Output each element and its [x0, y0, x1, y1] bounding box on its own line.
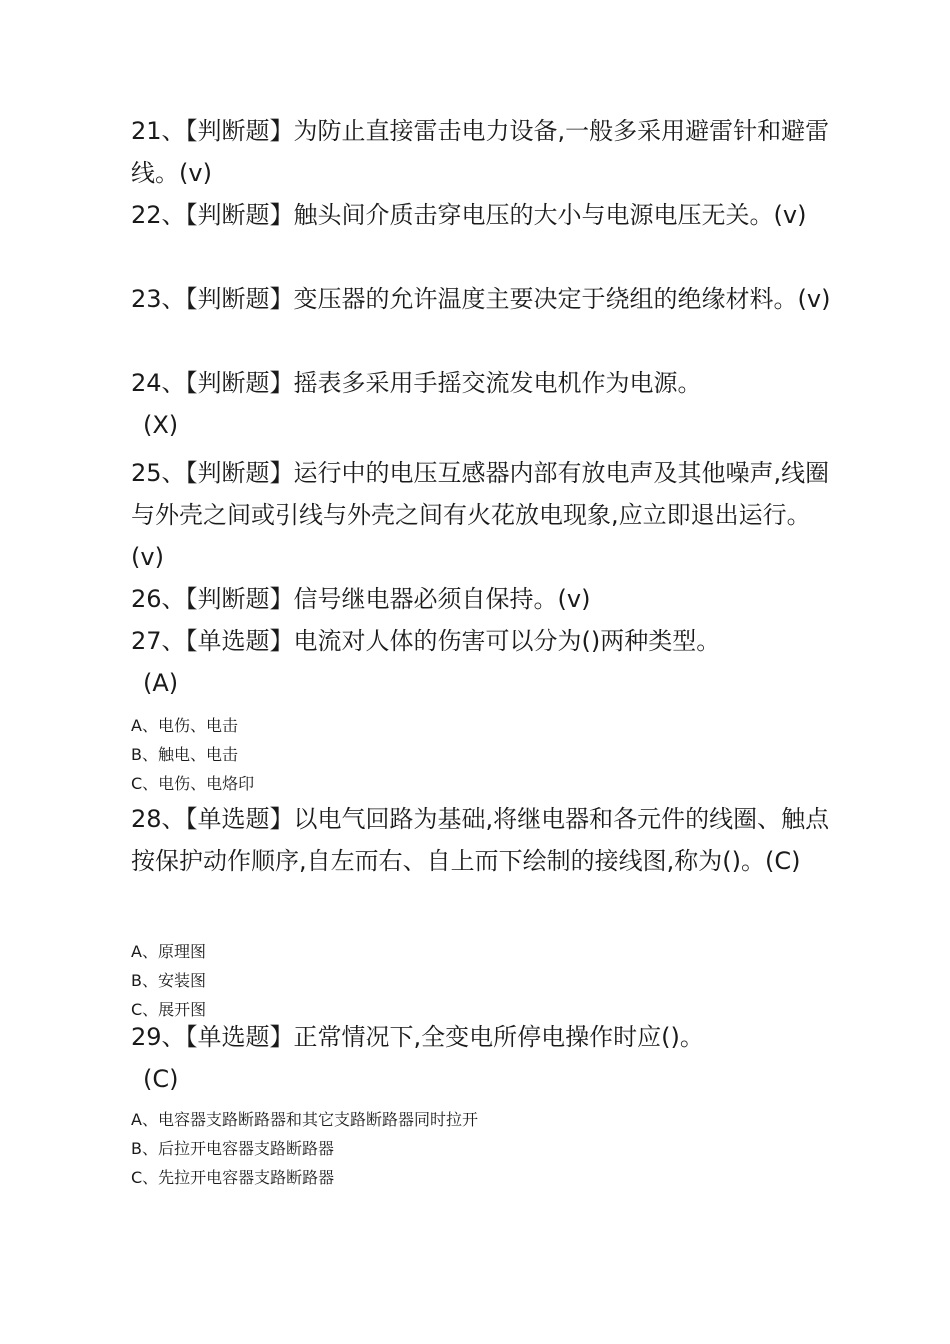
option-a: A、电容器支路断路器和其它支路断路器同时拉开: [131, 1110, 478, 1129]
question-23: [131, 278, 836, 320]
question-text: 27、【单选题】电流对人体的伤害可以分为()两种类型。: [131, 627, 721, 655]
question-24: [131, 362, 836, 446]
question-26: [131, 578, 836, 620]
question-text: 26、【判断题】信号继电器必须自保持。: [131, 585, 558, 613]
question-text: 21、【判断题】为防止直接雷击电力设备,一般多采用避雷针和避雷线。: [131, 117, 830, 187]
option-b: B、安装图: [131, 971, 206, 990]
question-answer: (A): [143, 669, 179, 697]
option-c: C、展开图: [131, 1000, 207, 1019]
question-text: 23、【判断题】变压器的允许温度主要决定于绕组的绝缘材料。: [131, 285, 798, 313]
question-29: [131, 1016, 836, 1100]
option-c: C、电伤、电烙印: [131, 774, 255, 793]
option-a: A、电伤、电击: [131, 716, 238, 735]
question-answer: (v): [773, 201, 807, 229]
question-21: [131, 110, 836, 194]
question-22: [131, 194, 836, 236]
option-a: A、原理图: [131, 942, 206, 961]
question-text: 22、【判断题】触头间介质击穿电压的大小与电源电压无关。: [131, 201, 774, 229]
question-answer: (v): [179, 159, 212, 187]
option-c: C、先拉开电容器支路断路器: [131, 1168, 335, 1187]
option-b: B、触电、电击: [131, 745, 238, 764]
question-answer: (C): [143, 1065, 179, 1093]
question-answer: (v): [797, 285, 831, 313]
question-answer: (v): [131, 543, 164, 571]
question-28: [131, 798, 836, 882]
question-text: 25、【判断题】运行中的电压互感器内部有放电声及其他噪声,线圈与外壳之间或引线与外壳之间有火花放电现象,应立即退出运行。: [131, 459, 830, 529]
question-answer: (v): [557, 585, 591, 613]
question-27: [131, 620, 836, 704]
question-text: 28、【单选题】以电气回路为基础,将继电器和各元件的线圈、触点按保护动作顺序,自左而右、自上而下绘制的接线图,称为()。: [131, 805, 830, 875]
question-text: 24、【判断题】摇表多采用手摇交流发电机作为电源。: [131, 369, 702, 397]
question-text: 29、【单选题】正常情况下,全变电所停电操作时应()。: [131, 1023, 704, 1051]
question-25: [131, 452, 836, 578]
question-answer: (C): [764, 847, 801, 875]
option-b: B、后拉开电容器支路断路器: [131, 1139, 334, 1158]
question-answer: (X): [143, 411, 179, 439]
